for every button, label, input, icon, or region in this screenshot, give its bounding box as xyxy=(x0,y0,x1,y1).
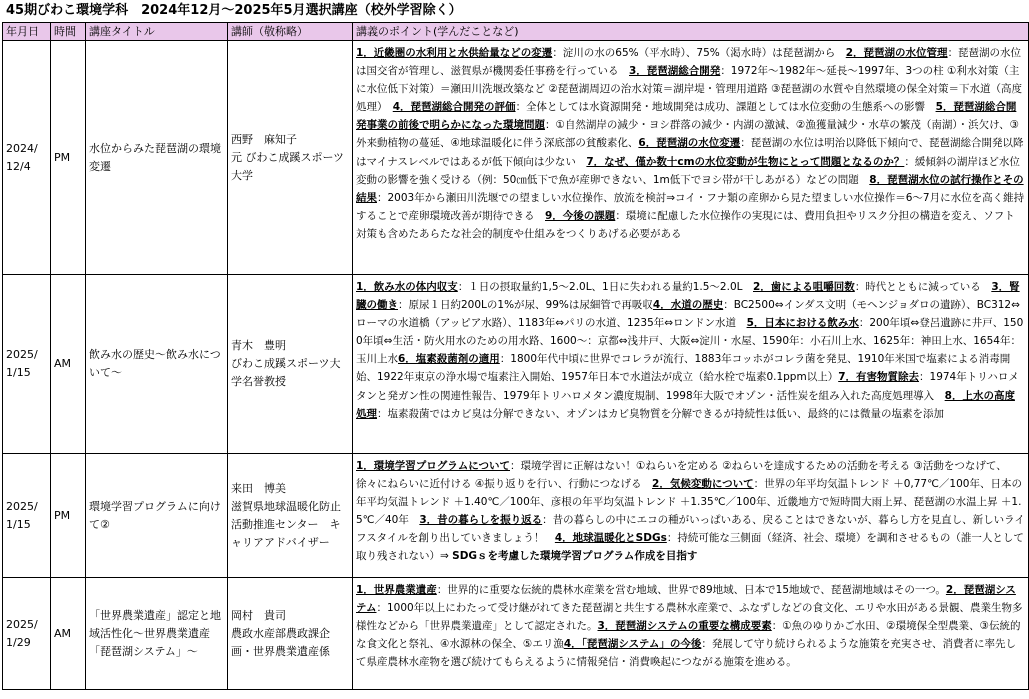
point-heading: 5．琵琶湖総合開発事業の前後で明らかになった環境問題 xyxy=(356,101,1017,132)
table-row xyxy=(3,454,1029,578)
date-cell: 2025/ 1/15 xyxy=(3,454,51,578)
date-cell: 2024/ 12/4 xyxy=(3,41,51,275)
point-heading: 3．琵琶湖システムの重要な構成要素 xyxy=(597,620,772,633)
point-emphasis: SDGｓを考慮した環境学習プログラム作成を目指す xyxy=(452,550,698,563)
point-heading: 3．琵琶湖総合開発 xyxy=(629,65,721,78)
lecturer-cell: 西野 麻知子 元 びわこ成蹊スポーツ大学 xyxy=(228,41,353,275)
point-heading: 8．上水の高度処理 xyxy=(356,389,1015,420)
point-heading: 4．水道の歴史 xyxy=(652,299,724,312)
time-cell: AM xyxy=(51,275,86,454)
point-heading: 1．世界農業遺産 xyxy=(356,584,437,596)
date-cell: 2025/ 1/15 xyxy=(3,275,51,454)
point-text: ：200年頃⇔登呂遺跡に井戸、1500年頃⇔生活・防火用水のための用水路、1600～：京都⇔浅井戸、大阪⇔淀川・水屋、1590年：小石川上水、1625年：神田上水、1654年：玉川上水 xyxy=(356,317,1024,366)
lecturer-cell: 来田 博美 滋賀県地球温暖化防止活動推進センター キャリアアドバイザー xyxy=(228,454,353,578)
time-cell: PM xyxy=(51,41,86,275)
lecturer-cell: 岡村 貴司 農政水産部農政課企画・世界農業遺産係 xyxy=(228,578,353,690)
point-heading: 5．日本における飲み水 xyxy=(746,317,859,330)
table-row xyxy=(3,41,1029,275)
date-cell: 2025/ 1/29 xyxy=(3,578,51,690)
point-text: ：2003年から瀬田川洗堰での望ましい水位操作、放流を検討⇒コイ・フナ類の産卵から見た望ましい水位操作＝6～7月に水位を高く維持することで産卵環境改善が期待できる xyxy=(356,191,1025,222)
table-row xyxy=(3,578,1029,690)
point-text: ：時代とともに減っている xyxy=(854,281,992,293)
point-text: ：琵琶湖の水位は国交省が管理し、滋賀県が機関委任事務を行っている xyxy=(356,47,1022,78)
point-text: ：①自然湖岸の減少・ヨシ群落の減少・内湖の激減、②漁獲量減少・水草の繁茂（南湖）・浜欠け、③外来動植物の蔓延、④地球温暖化に伴う深底部の貧酸素化、 xyxy=(356,119,1020,150)
lecture-title-cell: 飲み水の歴史～飲み水について～ xyxy=(86,275,228,454)
point-heading: 2．歯による咀嚼回数 xyxy=(753,281,855,293)
lecture-title-cell: 環境学習プログラムに向けて② xyxy=(86,454,228,578)
point-heading: 4．「琵琶湖システム」の今後 xyxy=(563,638,702,651)
point-heading: 4．地球温暖化とSDGs xyxy=(554,532,667,545)
page-title: 45期びわこ環境学科 2024年12月～2025年5月選択講座（校外学習除く） xyxy=(6,3,462,18)
lecture-table xyxy=(2,22,1029,690)
point-text: ：昔の暮らしの中にエコの種がいっぱいある、戻ることはできないが、暮らし方を見直し、新しいライフスタイルを創り出していきましょう！ xyxy=(356,514,1025,545)
point-text: ：緩傾斜の湖岸ほど水位変動の影響を強く受ける（例：50㎝低下で魚が産卵できない、1m低下でヨシ帯が干しあがる）などの問題 xyxy=(356,155,1020,186)
point-text: ：琵琶湖の水位は明治以降低下傾向で、琵琶湖総合開発以降はマイナスレベルではあるが低下傾向は少ない xyxy=(356,137,1024,168)
lecture-title-cell: 「世界農業遺産」認定と地域活性化～世界農業遺産「琵琶湖システム」～ xyxy=(86,578,228,690)
header-lecture-title: 講座タイトル xyxy=(86,23,228,41)
point-text: ：環境に配慮した水位操作の実現には、費用負担やリスク分担の構造を変え、ソフト対策も含めたあらたな社会的制度や仕組みをつくりあげる必要がある xyxy=(356,209,1015,240)
point-heading: 3．昔の暮らしを振り返る xyxy=(419,514,543,527)
point-heading: 9．今後の課題 xyxy=(545,209,616,222)
point-heading: 3．腎臓の働き xyxy=(356,281,1020,312)
point-heading: 6．塩素殺菌剤の適用 xyxy=(398,353,500,366)
point-text: ：１日の摂取量約1,5～2.0L、1日に失われる量約1.5～2.0L xyxy=(457,281,753,293)
points-cell xyxy=(353,41,1029,275)
header-points: 講義のポイント(学んだことなど) xyxy=(353,23,1029,41)
point-heading: 2．琵琶湖の水位管理 xyxy=(845,47,948,59)
point-text: ：淀川の水の65%（平水時）、75%（渇水時）は琵琶湖から xyxy=(552,47,846,59)
point-text: ：1972年～1982年～延長～1997年、3つの柱 ①利水対策（主に水位低下対策）＝瀬田川洗堰改築など ②琵琶湖周辺の治水対策＝湖岸堤・管理用道路 ③琵琶湖の水質や自然環境の保全対策＝下水道（高度処理） xyxy=(356,65,1022,114)
point-text: ：全体としては水資源開発・地域開発は成功、課題としては水位変動の生態系への影響 xyxy=(515,101,936,114)
header-time: 時間 xyxy=(51,23,86,41)
points-cell xyxy=(353,275,1029,454)
header-row xyxy=(3,23,1029,41)
point-text: ：1800年代中頃に世界でコレラが流行、1883年コッホがコレラ菌を発見、1910年米国で塩素による消毒開始、1922年東京の浄水場で塩素注入開始、1957年日本で水道法が成立（給水栓で塩素0.1ppm以上） xyxy=(356,353,1011,384)
point-text: ：原尿１日約200Lの1%が尿、99%は尿細管で再吸収 xyxy=(398,299,653,312)
point-text: ：環境学習に正解はない！①ねらいを定める ②ねらいを達成するための活動を考える ③活動をつなげて、徐々にねらいに近付ける ④振り返りを行い、行動につなげる xyxy=(356,460,1007,491)
point-text: ：発展して守り続けられるような施策を充実させ、消費者に率先して県産農林水産物を選び続けてもらえるように情報発信・消費喚起につながる施策を進める。 xyxy=(356,638,1017,669)
header-lecturer: 講師（敬称略） xyxy=(228,23,353,41)
point-heading: 6．琵琶湖の水位変遷 xyxy=(638,137,741,150)
point-heading: 8．琵琶湖水位の試行操作とその結果 xyxy=(356,173,1024,204)
point-heading: 1．近畿圏の水利用と水供給量などの変遷 xyxy=(356,47,553,59)
lecturer-cell: 青木 豊明 びわこ成蹊スポーツ大学名誉教授 xyxy=(228,275,353,454)
point-heading: 4．琵琶湖総合開発の評価 xyxy=(392,101,516,114)
point-heading: 7．有害物質除去 xyxy=(838,371,920,384)
point-text: ：世界的に重要な伝統的農林水産業を営む地域、世界で89地域、日本で15地域で、琵琶湖地域はその一つ。 xyxy=(436,584,946,596)
point-text: ：1974年トリハロメタンと発ガン性の関連性報告、1979年トリハロメタン濃度規制、1998年大阪でオゾン・活性炭を組み入れた高度処理導入 xyxy=(356,371,1019,402)
point-heading: 7．なぜ、僅か数十cmの水位変動が生物にとって問題となるのか？ xyxy=(586,155,905,168)
time-cell: AM xyxy=(51,578,86,690)
point-text: ：塩素殺菌ではカビ臭は分解できない、オゾンはカビ臭物質を分解できるが持続性は低い、最終的には微量の塩素を添加 xyxy=(377,407,944,420)
point-text: ：世界の年平均気温トレンド ＋0,77℃／100年、日本の年平均気温トレンド ＋1.40℃／100年、彦根の年平均気温トレンド ＋1.35℃／100年、近畿地方で短時間大雨上昇、琵琶湖の水温上昇 ＋1.5℃／40年 xyxy=(356,478,1022,527)
point-heading: 2．気候変動について xyxy=(652,478,754,491)
header-date: 年月日 xyxy=(3,23,51,41)
time-cell: PM xyxy=(51,454,86,578)
point-text: ：BC2500⇔インダス文明（モヘンジョダロの遺跡）、BC312⇔ローマの水道橋（アッピア水路）、1183年⇔パリの水道、1235年⇔ロンドン水道 xyxy=(356,299,1020,330)
point-text: ：①魚のゆりかご水田、②環境保全型農業、③伝統的な食文化と祭礼、④水源林の保全、⑤エリ漁 xyxy=(356,620,1021,651)
point-text: ：持続可能な三側面（経済、社会、環境）を調和させるもの（誰一人として取り残されない）⇒ xyxy=(356,532,1024,563)
point-heading: 1．飲み水の体内収支 xyxy=(356,281,458,293)
points-cell xyxy=(353,454,1029,578)
lecture-title-cell: 水位からみた琵琶湖の環境変遷 xyxy=(86,41,228,275)
point-heading: 1．環境学習プログラムについて xyxy=(356,460,510,472)
points-cell xyxy=(353,578,1029,690)
point-text: ：1000年以上にわたって受け継がれてきた琵琶湖と共生する農林水産業で、ふなずしなどの食文化、エリや水田がある景観、農業生物多様性などから「世界農業遺産」として認定された。 xyxy=(356,602,1023,633)
point-heading: 2．琵琶湖システム xyxy=(356,584,1016,615)
table-row xyxy=(3,275,1029,454)
